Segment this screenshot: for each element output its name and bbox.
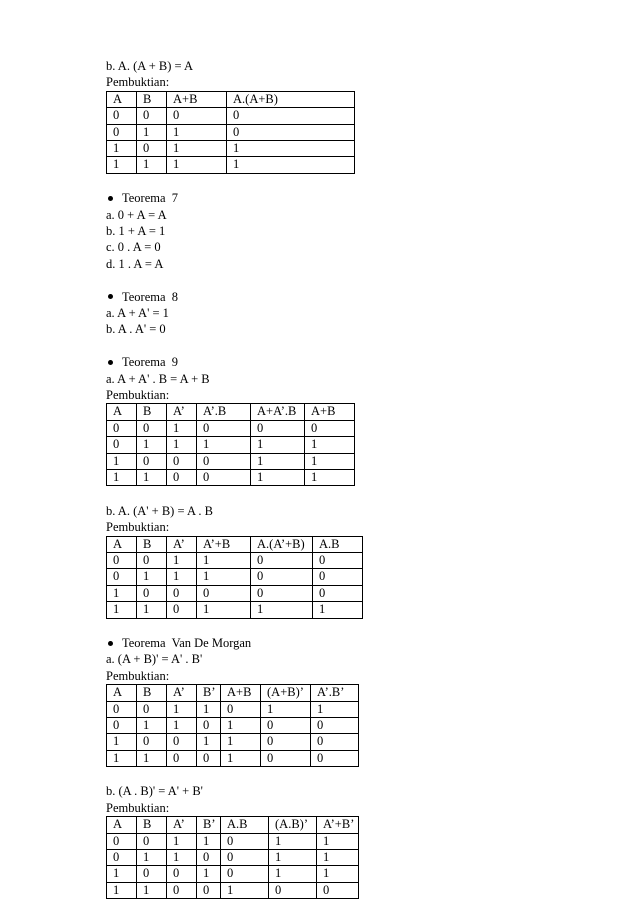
- table-cell: A: [107, 91, 137, 107]
- table-cell: 1: [317, 850, 359, 866]
- table-cell: 0: [137, 453, 167, 469]
- text-line: Pembuktian:: [106, 668, 170, 683]
- table-cell: A.B: [313, 536, 363, 552]
- bullet-icon: [108, 294, 113, 299]
- table-cell: A+B: [167, 91, 227, 107]
- table-cell: 1: [305, 469, 355, 485]
- spacer: [106, 338, 566, 354]
- table-cell: 0: [167, 469, 197, 485]
- table-cell: 0: [227, 108, 355, 124]
- table-cell: 1: [197, 602, 251, 618]
- text-line: a. A + A' = 1: [106, 305, 169, 320]
- table-cell: 1: [251, 453, 305, 469]
- table-cell: 1: [317, 833, 359, 849]
- table-row: [107, 866, 359, 882]
- table-header-row: [107, 536, 363, 552]
- table-cell: 1: [107, 734, 137, 750]
- table-row: [107, 124, 355, 140]
- table-cell: B’: [197, 685, 221, 701]
- table-cell: 1: [137, 602, 167, 618]
- table-cell: 1: [261, 701, 311, 717]
- table-cell: 0: [251, 585, 313, 601]
- table-cell: 0: [311, 734, 359, 750]
- table-cell: A’: [167, 404, 197, 420]
- table-cell: 1: [107, 750, 137, 766]
- table-row: [107, 850, 359, 866]
- table-row: [107, 437, 355, 453]
- table-cell: 1: [197, 833, 221, 849]
- table-cell: 1: [107, 585, 137, 601]
- table-row: [107, 140, 355, 156]
- table-cell: B: [137, 91, 167, 107]
- table-row: [107, 469, 355, 485]
- table-cell: 0: [197, 453, 251, 469]
- table-cell: 1: [107, 157, 137, 173]
- table-cell: 1: [197, 866, 221, 882]
- text-line: Pembuktian:: [106, 520, 170, 535]
- table-cell: 1: [227, 140, 355, 156]
- table-cell: 0: [251, 420, 305, 436]
- table-cell: 0: [137, 420, 167, 436]
- table-cell: A: [107, 817, 137, 833]
- spacer: [106, 619, 566, 635]
- table-cell: 1: [167, 701, 197, 717]
- text-line: c. 0 . A = 0: [106, 240, 161, 255]
- table-cell: A: [107, 404, 137, 420]
- table-cell: 1: [269, 833, 317, 849]
- text-line: b. A. (A' + B) = A . B: [106, 503, 213, 518]
- table-cell: 1: [167, 569, 197, 585]
- table-cell: 0: [269, 882, 317, 898]
- table-cell: B: [137, 817, 167, 833]
- truth-table: [106, 91, 355, 174]
- table-row: [107, 157, 355, 173]
- table-cell: 1: [137, 437, 167, 453]
- table-cell: A’+B: [197, 536, 251, 552]
- truth-table: [106, 816, 359, 899]
- truth-table: [106, 684, 359, 767]
- table-cell: (A+B)’: [261, 685, 311, 701]
- table-cell: 1: [167, 850, 197, 866]
- table-cell: 0: [167, 734, 197, 750]
- bullet-text: Teorema 9: [122, 355, 179, 370]
- table-cell: 0: [107, 437, 137, 453]
- table-cell: 0: [261, 750, 311, 766]
- table-cell: 1: [269, 850, 317, 866]
- table-row: [107, 420, 355, 436]
- table-cell: 1: [107, 140, 137, 156]
- table-cell: 1: [311, 701, 359, 717]
- table-cell: 0: [137, 701, 167, 717]
- table-cell: A’: [167, 817, 197, 833]
- table-cell: B: [137, 685, 167, 701]
- table-cell: 0: [313, 585, 363, 601]
- table-cell: A’.B: [197, 404, 251, 420]
- table-cell: 1: [107, 469, 137, 485]
- table-cell: 0: [197, 469, 251, 485]
- table-row: [107, 833, 359, 849]
- table-cell: 1: [137, 850, 167, 866]
- table-cell: 1: [251, 469, 305, 485]
- table-cell: 0: [107, 850, 137, 866]
- table-cell: 0: [221, 701, 261, 717]
- table-cell: 0: [317, 882, 359, 898]
- table-row: [107, 734, 359, 750]
- table-cell: 1: [317, 866, 359, 882]
- bullet-icon: [108, 360, 113, 365]
- text-line: b. 1 + A = 1: [106, 223, 166, 238]
- table-cell: 1: [221, 750, 261, 766]
- table-cell: 0: [167, 866, 197, 882]
- table-cell: 1: [107, 453, 137, 469]
- table-cell: 1: [305, 437, 355, 453]
- text-line: Pembuktian:: [106, 800, 170, 815]
- table-cell: 0: [137, 140, 167, 156]
- table-cell: 1: [221, 882, 269, 898]
- table-row: [107, 569, 363, 585]
- table-cell: A.(A’+B): [251, 536, 313, 552]
- table-cell: A+A’.B: [251, 404, 305, 420]
- table-cell: 1: [137, 157, 167, 173]
- table-cell: A’: [167, 536, 197, 552]
- table-cell: 0: [167, 882, 197, 898]
- table-cell: 1: [137, 124, 167, 140]
- table-row: [107, 453, 355, 469]
- table-cell: 0: [221, 850, 269, 866]
- bullet-icon: [108, 196, 113, 201]
- table-cell: 1: [227, 157, 355, 173]
- table-row: [107, 717, 359, 733]
- spacer: [106, 174, 566, 190]
- table-header-row: [107, 817, 359, 833]
- table-cell: 1: [197, 701, 221, 717]
- bullet-heading: [106, 354, 566, 370]
- bullet-heading: [106, 289, 566, 305]
- table-cell: 0: [261, 717, 311, 733]
- table-header-row: [107, 685, 359, 701]
- table-cell: 0: [167, 750, 197, 766]
- table-row: [107, 701, 359, 717]
- bullet-text: Teorema 8: [122, 289, 179, 304]
- table-cell: B: [137, 404, 167, 420]
- text-line: Pembuktian:: [106, 388, 170, 402]
- table-row: [107, 750, 359, 766]
- table-cell: 0: [311, 750, 359, 766]
- text-line: d. 1 . A = A: [106, 256, 164, 271]
- spacer: [106, 272, 566, 288]
- table-cell: A’+B’: [317, 817, 359, 833]
- table-row: [107, 585, 363, 601]
- table-cell: A: [107, 685, 137, 701]
- table-cell: 0: [167, 108, 227, 124]
- table-cell: 1: [167, 157, 227, 173]
- table-cell: 0: [107, 552, 137, 568]
- table-cell: 0: [197, 850, 221, 866]
- table-cell: A’: [167, 685, 197, 701]
- table-cell: 0: [107, 124, 137, 140]
- table-cell: 0: [137, 585, 167, 601]
- table-header-row: [107, 404, 355, 420]
- table-cell: 0: [251, 552, 313, 568]
- table-cell: A+B: [221, 685, 261, 701]
- truth-table: [106, 536, 363, 619]
- table-cell: 1: [167, 717, 197, 733]
- text-line: Pembuktian:: [106, 75, 170, 90]
- table-cell: 1: [137, 882, 167, 898]
- table-cell: 1: [137, 469, 167, 485]
- table-cell: 0: [313, 552, 363, 568]
- table-cell: 0: [137, 734, 167, 750]
- table-cell: 0: [167, 602, 197, 618]
- table-cell: B: [137, 536, 167, 552]
- table-cell: 0: [107, 717, 137, 733]
- table-cell: 1: [107, 602, 137, 618]
- table-cell: A+B: [305, 404, 355, 420]
- table-cell: 0: [197, 420, 251, 436]
- table-cell: 1: [251, 437, 305, 453]
- document-page: [106, 58, 566, 899]
- table-cell: 0: [261, 734, 311, 750]
- table-cell: 0: [137, 866, 167, 882]
- table-cell: 0: [167, 585, 197, 601]
- spacer: [106, 767, 566, 783]
- table-header-row: [107, 91, 355, 107]
- table-cell: A’.B’: [311, 685, 359, 701]
- table-cell: 1: [251, 602, 313, 618]
- table-cell: 1: [269, 866, 317, 882]
- table-cell: 1: [197, 552, 251, 568]
- table-row: [107, 602, 363, 618]
- text-line: b. (A . B)' = A' + B': [106, 784, 203, 799]
- table-row: [107, 108, 355, 124]
- table-cell: 0: [107, 108, 137, 124]
- spacer: [106, 486, 566, 502]
- table-cell: 0: [197, 882, 221, 898]
- table-cell: 1: [221, 717, 261, 733]
- table-cell: 1: [197, 734, 221, 750]
- bullet-heading: [106, 635, 566, 651]
- table-cell: (A.B)’: [269, 817, 317, 833]
- text-line: b. A. (A + B) = A: [106, 59, 194, 73]
- table-cell: 0: [167, 453, 197, 469]
- table-cell: 0: [313, 569, 363, 585]
- table-cell: 1: [197, 569, 251, 585]
- table-cell: 0: [197, 717, 221, 733]
- table-cell: 0: [107, 701, 137, 717]
- table-cell: 1: [107, 882, 137, 898]
- table-cell: 1: [167, 124, 227, 140]
- table-cell: 1: [221, 734, 261, 750]
- table-cell: 1: [137, 569, 167, 585]
- text-line: a. (A + B)' = A' . B': [106, 652, 203, 667]
- table-cell: 0: [221, 833, 269, 849]
- table-row: [107, 882, 359, 898]
- table-cell: 1: [107, 866, 137, 882]
- table-cell: 0: [107, 420, 137, 436]
- table-cell: 1: [167, 420, 197, 436]
- table-cell: 0: [221, 866, 269, 882]
- table-cell: 0: [137, 833, 167, 849]
- table-cell: 0: [251, 569, 313, 585]
- table-cell: 1: [167, 437, 197, 453]
- table-cell: 1: [197, 437, 251, 453]
- table-cell: 0: [197, 750, 221, 766]
- text-line: a. 0 + A = A: [106, 207, 167, 222]
- table-cell: 1: [137, 717, 167, 733]
- table-cell: 1: [305, 453, 355, 469]
- table-cell: 1: [313, 602, 363, 618]
- table-cell: 0: [305, 420, 355, 436]
- table-cell: 0: [107, 569, 137, 585]
- table-cell: 0: [227, 124, 355, 140]
- table-cell: 0: [311, 717, 359, 733]
- table-cell: 1: [137, 750, 167, 766]
- table-cell: 1: [167, 552, 197, 568]
- table-cell: 0: [137, 552, 167, 568]
- bullet-text: Teorema 7: [122, 191, 179, 206]
- truth-table: [106, 403, 355, 486]
- table-cell: A: [107, 536, 137, 552]
- table-cell: 0: [107, 833, 137, 849]
- table-row: [107, 552, 363, 568]
- text-line: a. A + A' . B = A + B: [106, 371, 210, 386]
- table-cell: 0: [197, 585, 251, 601]
- bullet-text: Teorema Van De Morgan: [122, 635, 252, 650]
- text-line: b. A . A' = 0: [106, 322, 166, 337]
- bullet-heading: [106, 190, 566, 206]
- bullet-icon: [108, 641, 113, 646]
- table-cell: A.(A+B): [227, 91, 355, 107]
- table-cell: A.B: [221, 817, 269, 833]
- table-cell: 1: [167, 140, 227, 156]
- table-cell: B’: [197, 817, 221, 833]
- table-cell: 0: [137, 108, 167, 124]
- table-cell: 1: [167, 833, 197, 849]
